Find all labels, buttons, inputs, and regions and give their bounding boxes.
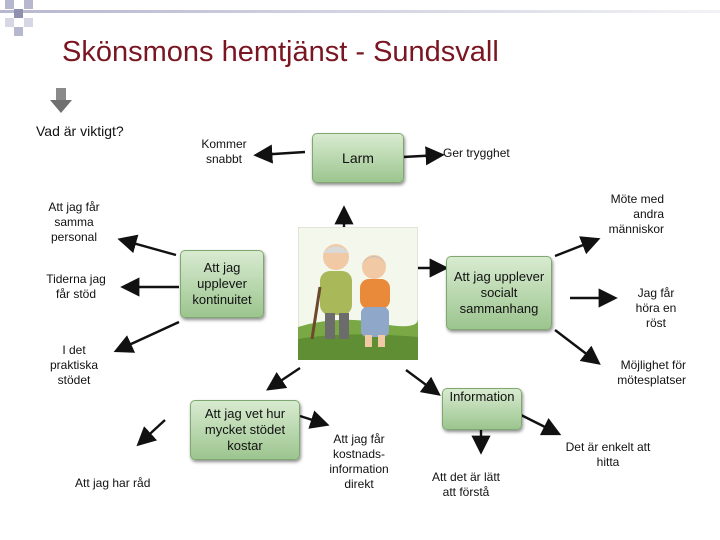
- arrow-personal: [122, 240, 176, 255]
- arrow-praktiska: [118, 322, 179, 350]
- label-tiderna: Tiderna jag får stöd: [46, 272, 106, 301]
- label-latt-forsta: Att det är lätt att förstå: [431, 470, 501, 499]
- box-kostar: Att jag vet hur mycket stödet kostar: [190, 400, 300, 460]
- box-kontinuitet: Att jag upplever kontinuitet: [180, 250, 264, 318]
- question-label: Vad är viktigt?: [36, 123, 124, 139]
- label-kostnadsinformation: Att jag får kostnads-information direkt: [329, 432, 389, 491]
- arrow-larm-kommer: [258, 152, 305, 155]
- label-hora-rost: Jag får höra en röst: [635, 286, 677, 330]
- arrow-larm-trygghet: [403, 155, 440, 157]
- box-socialt-sammanhang: Att jag upplever socialt sammanhang: [446, 256, 552, 330]
- box-larm: Larm: [312, 133, 404, 183]
- label-enkelt-hitta: Det är enkelt att hitta: [565, 440, 651, 469]
- elderly-couple-illustration: [298, 227, 418, 360]
- label-praktiska: I det praktiska stödet: [49, 343, 99, 387]
- arrow-motesplatser: [555, 330, 597, 362]
- arrow-rad: [140, 420, 165, 443]
- label-motesplatser: Möjlighet för mötesplatser: [617, 358, 686, 387]
- arrow-to-kostar: [270, 368, 300, 388]
- arrow-to-information: [406, 370, 437, 393]
- label-kommer-snabbt: Kommer snabbt: [201, 137, 247, 166]
- label-samma-personal: Att jag får samma personal: [48, 200, 100, 244]
- arrow-mote: [555, 240, 596, 256]
- arrow-enkelt: [521, 415, 557, 433]
- arrow-kostnadsinfo: [300, 416, 325, 424]
- box-information: Information: [442, 388, 522, 430]
- label-mote: Möte med andra människor: [608, 192, 664, 236]
- label-har-rad: Att jag har råd: [75, 476, 151, 490]
- label-ger-trygghet: Ger trygghet: [443, 146, 510, 160]
- page-title: Skönsmons hemtjänst - Sundsvall: [62, 36, 499, 68]
